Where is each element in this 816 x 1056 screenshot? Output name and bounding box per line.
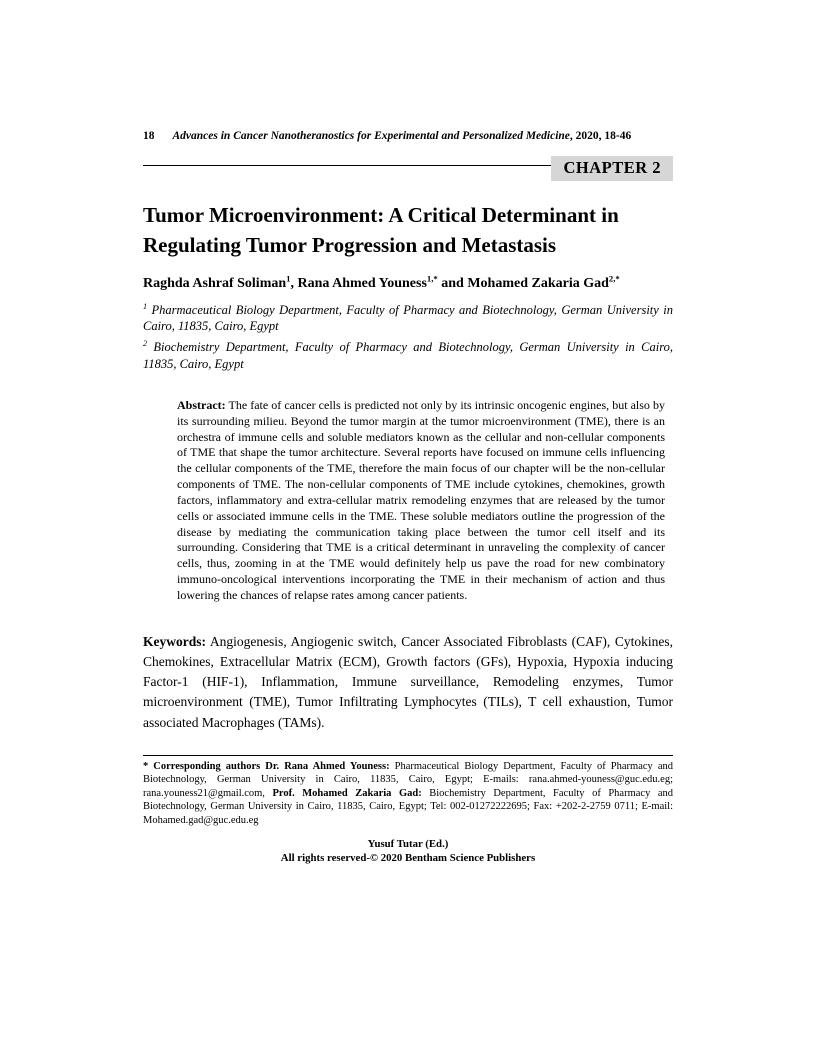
author-name: Mohamed Zakaria Gad [467,275,609,291]
page-number: 18 [143,130,155,142]
footnote-corresponding-author-2: Prof. Mohamed Zakaria Gad: [272,787,422,799]
author-separator: , [290,275,298,291]
footnote-corresponding-author-1: * Corresponding authors Dr. Rana Ahmed Youness: [143,760,390,772]
footer-editor-line: Yusuf Tutar (Ed.) [367,838,449,851]
affiliation-text: Pharmaceutical Biology Department, Faculty of Pharmacy and Biotechnology, German University in Cairo, 11835, Cairo, Egypt [143,302,673,334]
footnote-text-1: Pharmaceutical Biology Department, Faculty of Pharmacy and Biotechnology, German University in Cairo, 11835, Cairo, Egypt; E-mails: rana.ahmed-youness@guc.edu.eg; rana.youness21@gmail.com, [143,760,673,799]
author-name: Raghda Ashraf Soliman [143,275,287,291]
abstract-text: The fate of cancer cells is predicted not only by its intrinsic oncogenic engines, but also by its surrounding milieu. Beyond the tumor margin at the tumor microenvironment (TME), there is an orchestra of immune cells and soluble mediators known as the cellular and non-cellular components of TME that shape the tumor architecture. Several reports have focused on immune cells influencing the cellular components of the TME, therefore the main focus of our chapter will be the non-cellular components of TME. The non-cellular components of TME include cytokines, chemokines, growth factors, inflammatory and extra-cellular matrix remodeling enzymes that are released by the tumor cells or associated immune cells in the TME. These soluble mediators outline the progression of the disease by mediating the communication taking place between the tumor cell itself and its surrounding. Considering that TME is a critical determinant in unraveling the complexity of cancer cells, thus, zooming in at the TME would definitely help us pave the road for new combinatory immuno-oncological interventions incorporating the TME in their mechanism of action and thus lowering the chances of relapse rates among cancer patients. [177,397,665,602]
footnote-text-2: Biochemistry Department, Faculty of Pharmacy and Biotechnology, German University in Cairo, 11835, Cairo, Egypt; Tel: 002-01272222695; Fax: +202-2-2759 0711; E-mail: Mohamed.gad@guc.edu.eg [143,787,673,826]
author-affiliation-superscript: 2,* [608,273,620,284]
running-title-suffix: , 2020, 18-46 [569,130,632,142]
author-separator: and [437,275,468,291]
footer-copyright-line: All rights reserved-© 2020 Bentham Science Publishers [280,852,536,865]
footnote-divider-line [143,755,673,756]
chapter-title: Tumor Microenvironment: A Critical Determinant in Regulating Tumor Progression and Metastasis [143,203,619,258]
keywords-block [143,632,673,733]
running-title: Advances in Cancer Nanotheranostics for Experimental and Personalized Medicine [172,130,570,142]
affiliation-number: 2 [143,339,148,349]
authors-line [143,273,673,294]
corresponding-author-footnote [143,760,673,827]
affiliation [143,339,673,372]
author-affiliation-superscript: 1,* [426,273,438,284]
abstract-label: Abstract: [177,397,226,412]
keywords-label: Keywords: [143,633,206,649]
keywords-text: Angiogenesis, Angiogenic switch, Cancer Associated Fibroblasts (CAF), Cytokines, Chemokines, Extracellular Matrix (ECM), Growth factors (GFs), Hypoxia, Hypoxia inducing Factor-1 (HIF-1), Inflammation, Immune surveillance, Remodeling enzymes, Tumor microenvironment (TME), Tumor Infiltrating Lymphocytes (TILs), T cell exhaustion, Tumor associated Macrophages (TAMs). [143,633,673,730]
affiliation-number: 1 [143,301,148,311]
affiliation-text: Biochemistry Department, Faculty of Pharmacy and Biotechnology, German University in Cairo, 11835, Cairo, Egypt [143,340,673,371]
page-header [143,130,673,142]
chapter-banner [143,156,673,182]
author-name: Rana Ahmed Youness [297,275,427,291]
author-affiliation-superscript: 1 [286,273,291,284]
affiliation [143,302,673,335]
page-footer [143,837,673,865]
chapter-label: CHAPTER 2 [551,156,673,181]
abstract-block [143,398,673,604]
